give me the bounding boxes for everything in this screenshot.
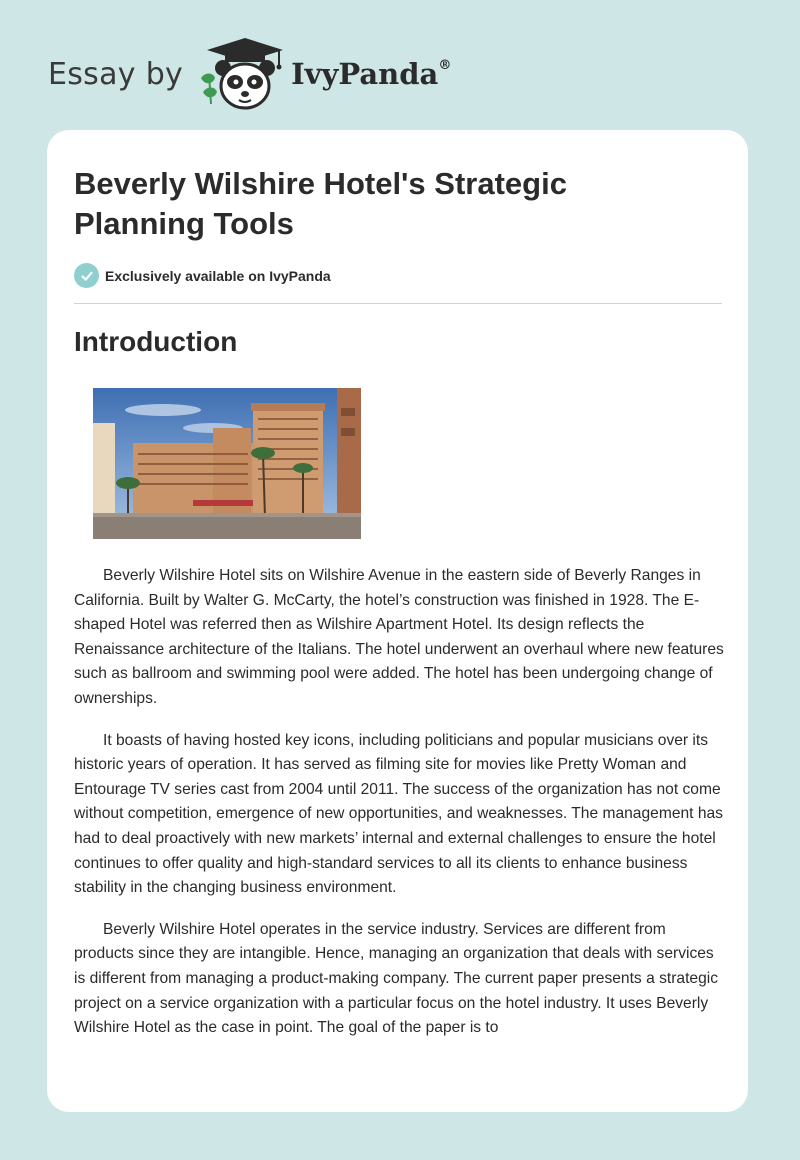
brand-label: IvyPanda	[291, 57, 439, 91]
essay-by-label: Essay by	[48, 56, 184, 92]
site-header	[48, 34, 451, 114]
paragraph: It boasts of having hosted key icons, including politicians and popular musicians over its historic years of operation. It has served as filming site for movies like Pretty Woman and Entourage TV series cast from 2004 until 2011. The success of the organization has not come without competition, emergence of new opportunities, and weaknesses. The management has had to deal proactively with new markets’ internal and external challenges to ensure the hotel continues to offer quality and high-standard services to all its clients to enhance business stability in the changing business environment.	[74, 731, 723, 897]
ivypanda-logo-icon[interactable]	[195, 34, 287, 114]
hotel-photo	[93, 388, 361, 539]
section-heading: Introduction	[74, 326, 238, 357]
article-card	[47, 130, 748, 1112]
ivy-leaf-icon	[201, 74, 217, 105]
exclusive-badge	[74, 263, 331, 288]
paragraph: Beverly Wilshire Hotel operates in the service industry. Services are different from products since they are intangible. Hence, managing an organization that deals with services is different from managing a product-making company. The current paper presents a strategic project on a service organization with a particular focus on the hotel industry. It uses Beverly Wilshire Hotel as the case in point. The goal of the paper is to	[74, 920, 719, 1037]
header-divider	[74, 303, 722, 304]
article-body	[74, 564, 726, 1058]
exclusive-label: Exclusively available on IvyPanda	[105, 267, 331, 284]
brand-name[interactable]	[291, 57, 451, 91]
article-title: Beverly Wilshire Hotel's Strategic Planning Tools	[74, 166, 567, 241]
trademark-symbol: ®	[438, 58, 452, 74]
check-icon	[74, 263, 99, 288]
paragraph: Beverly Wilshire Hotel sits on Wilshire Avenue in the eastern side of Beverly Ranges in California. Built by Walter G. McCarty, the hotel’s construction was finished in 1928. The E-shaped Hotel was referred then as Wilshire Apartment Hotel. Its design reflects the Renaissance architecture of the Italians. The hotel underwent an overhaul where new features such as ballroom and swimming pool were added. The hotel has been undergoing change of ownerships.	[74, 567, 724, 707]
